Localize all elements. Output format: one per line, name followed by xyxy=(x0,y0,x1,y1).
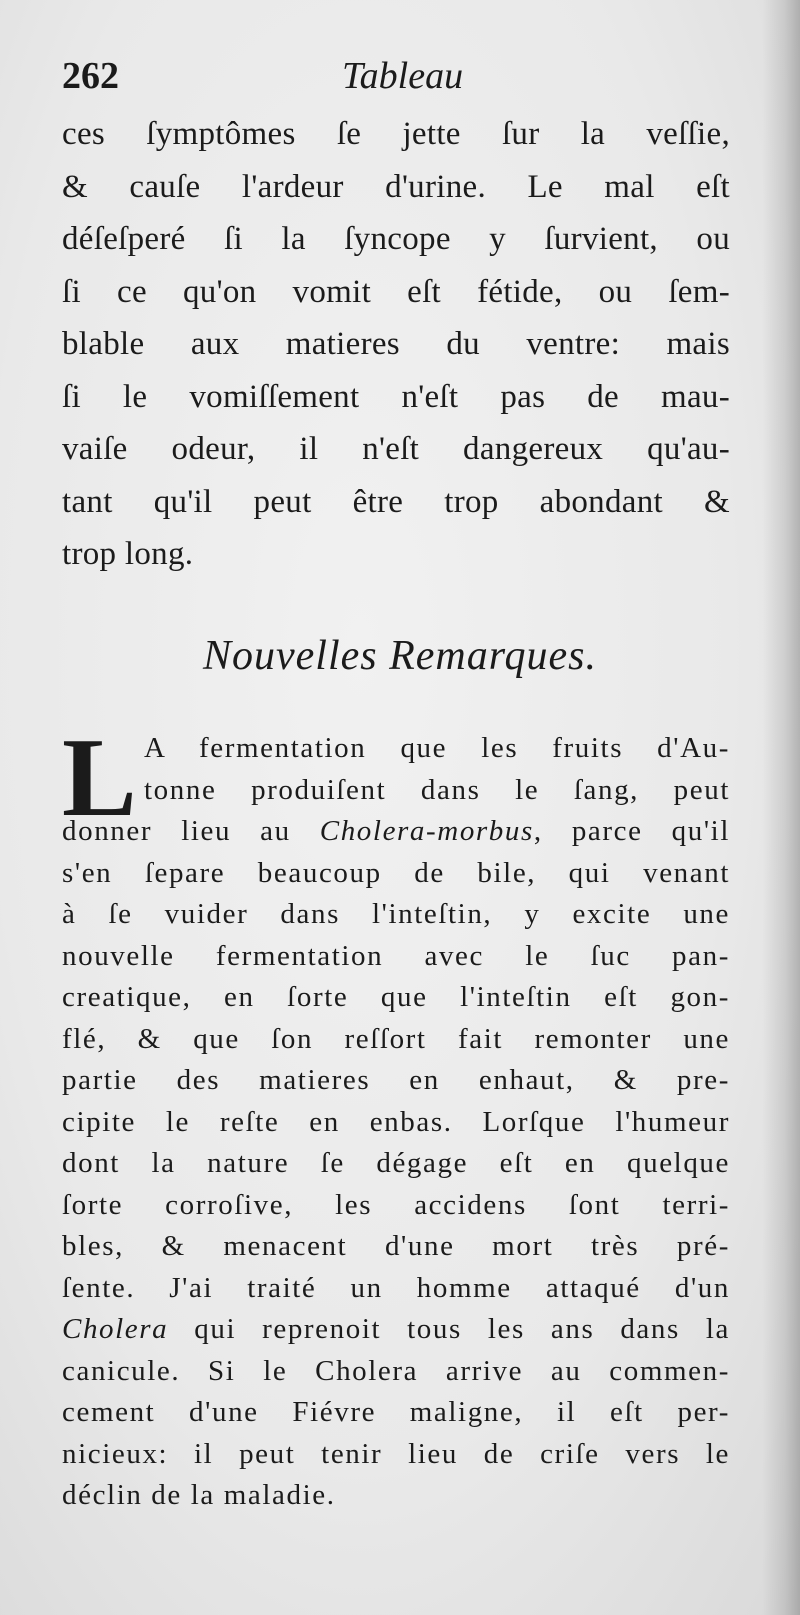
text-line: à ſe vuider dans l'inteſtin, y excite une xyxy=(62,898,730,930)
text-line xyxy=(62,811,730,853)
text-run: , parce qu'il xyxy=(533,815,730,847)
text-line: creatique, en ſorte que l'inteſtin eſt gon- xyxy=(62,981,730,1013)
text-line: s'en ſepare beaucoup de bile, qui venant xyxy=(62,856,730,889)
text-line: déclin de la maladie. xyxy=(62,1479,336,1511)
text-line: vaiſe odeur, il n'eſt dangereux qu'au- xyxy=(62,431,730,467)
running-head: Tableau xyxy=(342,55,464,97)
section-heading: Nouvelles Remarques. xyxy=(202,633,598,679)
text-run: donner lieu au xyxy=(62,815,320,847)
text-line: & cauſe l'ardeur d'urine. Le mal eſt xyxy=(62,168,730,205)
page-edge-shadow xyxy=(762,0,800,1615)
text-line: ces ſymptômes ſe jette ſur la veſſie, xyxy=(62,116,730,152)
text-line: A fermentation que les fruits d'Au- xyxy=(144,732,730,764)
first-paragraph xyxy=(62,108,730,581)
page-number: 262 xyxy=(62,55,119,97)
text-line: cipite le reſte en enbas. Lorſque l'humeur xyxy=(62,1105,730,1138)
text-line: tonne produiſent dans le ſang, peut xyxy=(144,773,730,806)
text-line: ſente. J'ai traité un homme attaqué d'un xyxy=(62,1271,730,1304)
text-line: flé, & que ſon reſſort fait remonter une xyxy=(62,1022,730,1055)
text-line: ſi ce qu'on vomit eſt fétide, ou ſem- xyxy=(62,273,730,310)
text-run: qui reprenoit tous les ans dans la xyxy=(168,1313,730,1345)
text-line: tant qu'il peut être trop abondant & xyxy=(62,483,730,520)
text-line: canicule. Si le Cholera arrive au commen- xyxy=(62,1354,730,1387)
second-paragraph xyxy=(62,716,730,1517)
text-line: déſeſperé ſi la ſyncope y ſurvient, ou xyxy=(62,221,730,257)
italic-term: Cholera-morbus xyxy=(319,815,534,847)
drop-cap: L xyxy=(62,716,137,840)
text-line: nouvelle fermentation avec le ſuc pan- xyxy=(62,939,730,972)
text-line: dont la nature ſe dégage eſt en quelque xyxy=(62,1147,730,1179)
text-line: ſorte corroſive, les accidens ſont terri- xyxy=(62,1188,730,1221)
page-header xyxy=(62,54,742,104)
text-line: nicieux: il peut tenir lieu de criſe vers le xyxy=(62,1437,730,1470)
text-line: blable aux matieres du ventre: mais xyxy=(62,326,730,362)
text-line: trop long. xyxy=(62,536,194,572)
text-line: bles, & menacent d'une mort très pré- xyxy=(62,1230,730,1262)
text-line xyxy=(62,1309,730,1351)
text-line: ſi le vomiſſement n'eſt pas de mau- xyxy=(62,378,730,415)
italic-term: Cholera xyxy=(62,1313,169,1345)
text-line: cement d'une Fiévre maligne, il eſt per- xyxy=(62,1396,730,1428)
text-line: partie des matieres en enhaut, & pre- xyxy=(62,1064,730,1096)
